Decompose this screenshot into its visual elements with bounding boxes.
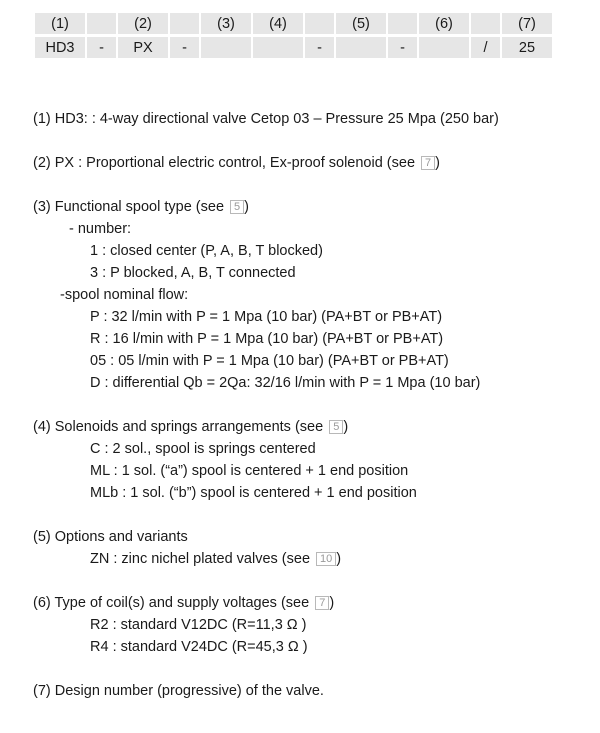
- section-7-text: (7) Design number (progressive) of the valve.: [33, 683, 324, 699]
- page-ref-badge[interactable]: 10: [316, 552, 336, 566]
- section-3-title: [33, 196, 593, 218]
- code-cell: /: [471, 37, 500, 58]
- coil-item: R4 : standard V24DC (R=45,3 Ω ): [90, 639, 308, 655]
- code-cell: [336, 37, 386, 58]
- code-cell: [419, 37, 469, 58]
- code-cell: [170, 13, 199, 34]
- code-cell: [388, 13, 417, 34]
- code-cell: (7): [502, 13, 552, 34]
- number-label: - number:: [69, 221, 132, 237]
- section-4-title: [33, 416, 593, 438]
- arrangement-item: ML : 1 sol. (“a”) spool is centered + 1 end position: [90, 463, 409, 479]
- section-5-title: (5) Options and variants: [33, 529, 188, 545]
- code-cell: PX: [118, 37, 168, 58]
- code-cell: -: [388, 37, 417, 58]
- section-2: [33, 152, 593, 174]
- code-table-header-row: [35, 13, 552, 34]
- page-ref-badge[interactable]: 7: [421, 156, 435, 170]
- flow-item: D : differential Qb = 2Qa: 32/16 l/min with P = 1 Mpa (10 bar): [90, 375, 481, 391]
- code-cell: (4): [253, 13, 303, 34]
- page-ref-badge[interactable]: 7: [315, 596, 329, 610]
- legend-content: [33, 108, 593, 702]
- ref-close-paren: ): [244, 199, 250, 215]
- code-cell: -: [87, 37, 116, 58]
- code-cell: [305, 13, 334, 34]
- code-cell: 25: [502, 37, 552, 58]
- section-6-title: [33, 592, 593, 614]
- ref-close-paren: ): [329, 595, 335, 611]
- ref-close-paren: ): [336, 551, 342, 567]
- section-4-title-text: (4) Solenoids and springs arrangements (see: [33, 419, 324, 435]
- section-3-title-text: (3) Functional spool type (see: [33, 199, 225, 215]
- code-cell: -: [170, 37, 199, 58]
- section-2-text: (2) PX : Proportional electric control, Ex-proof solenoid (see: [33, 155, 416, 171]
- flow-item: P : 32 l/min with P = 1 Mpa (10 bar) (PA+BT or PB+AT): [90, 309, 443, 325]
- arrangement-item: C : 2 sol., spool is springs centered: [90, 441, 316, 457]
- code-cell: (6): [419, 13, 469, 34]
- coil-item: R2 : standard V12DC (R=11,3 Ω ): [90, 617, 307, 633]
- code-table: [33, 10, 554, 61]
- ref-close-paren: ): [435, 155, 441, 171]
- code-cell: [471, 13, 500, 34]
- code-cell: HD3: [35, 37, 85, 58]
- code-cell: [87, 13, 116, 34]
- arrangement-item: MLb : 1 sol. (“b”) spool is centered + 1 end position: [90, 485, 417, 501]
- ref-close-paren: ): [343, 419, 349, 435]
- page-ref-badge[interactable]: 5: [329, 420, 343, 434]
- option-item-text: ZN : zinc nichel plated valves (see: [90, 551, 311, 567]
- code-cell: [201, 37, 251, 58]
- page-ref-badge[interactable]: 5: [230, 200, 244, 214]
- option-item: [33, 548, 593, 570]
- flow-label: -spool nominal flow:: [60, 287, 189, 303]
- number-item: 3 : P blocked, A, B, T connected: [90, 265, 296, 281]
- flow-item: R : 16 l/min with P = 1 Mpa (10 bar) (PA+BT or PB+AT): [90, 331, 444, 347]
- section-6-title-text: (6) Type of coil(s) and supply voltages (see: [33, 595, 310, 611]
- code-cell: [253, 37, 303, 58]
- code-cell: (1): [35, 13, 85, 34]
- number-item: 1 : closed center (P, A, B, T blocked): [90, 243, 323, 259]
- code-cell: (3): [201, 13, 251, 34]
- code-cell: (2): [118, 13, 168, 34]
- code-cell: (5): [336, 13, 386, 34]
- section-1-text: (1) HD3: : 4-way directional valve Cetop 03 – Pressure 25 Mpa (250 bar): [33, 111, 499, 127]
- code-table-value-row: [35, 37, 552, 58]
- code-cell: -: [305, 37, 334, 58]
- flow-item: 05 : 05 l/min with P = 1 Mpa (10 bar) (PA+BT or PB+AT): [90, 353, 449, 369]
